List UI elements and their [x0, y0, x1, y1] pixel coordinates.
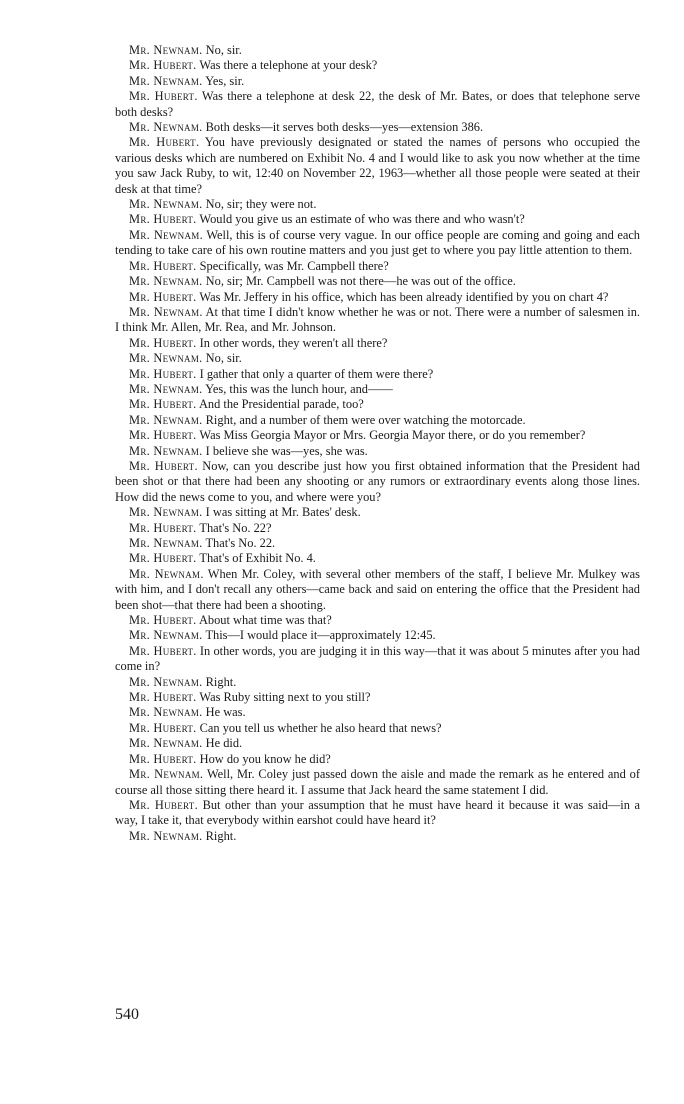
- speaker-name: Mr. Hubert.: [129, 720, 197, 735]
- speaker-name: Mr. Newnam.: [129, 73, 203, 88]
- speaker-name: Mr. Hubert.: [129, 751, 197, 766]
- speech-text: Right.: [205, 674, 237, 689]
- transcript-paragraph: [115, 74, 640, 89]
- transcript-paragraph: [115, 690, 640, 705]
- speech-text: He was.: [205, 705, 246, 720]
- speech-text: Yes, this was the lunch hour, and——: [205, 381, 393, 396]
- transcript-paragraph: [115, 752, 640, 767]
- speaker-name: Mr. Hubert.: [129, 458, 198, 473]
- transcript-paragraph: [115, 567, 640, 613]
- transcript-paragraph: [115, 397, 640, 412]
- speaker-name: Mr. Hubert.: [129, 551, 197, 566]
- transcript-paragraph: [115, 351, 640, 366]
- speech-text: Would you give us an estimate of who was there and who wasn't?: [199, 212, 525, 227]
- speech-text: When Mr. Coley, with several other members of the staff, I believe Mr. Mulkey was with him, and I don't recall any others—came back and said on entering the office that the President had been shot—that there had been a shooting.: [115, 566, 641, 612]
- speech-text: That's No. 22?: [199, 520, 272, 535]
- speech-text: In other words, they weren't all there?: [199, 335, 388, 350]
- transcript-paragraph: [115, 829, 640, 844]
- page-number: 540: [115, 1006, 139, 1023]
- transcript-paragraph: [115, 721, 640, 736]
- speech-text: Was there a telephone at desk 22, the desk of Mr. Bates, or does that telephone serve both desks?: [115, 89, 641, 119]
- speech-text: But other than your assumption that he must have heard it because it was said—in a way, I take it, that everybody within earshot could have heard it?: [115, 797, 640, 828]
- speaker-name: Mr. Newnam.: [129, 705, 203, 720]
- transcript-paragraph: [115, 675, 640, 690]
- transcript-paragraph: [115, 644, 640, 675]
- speaker-name: Mr. Newnam.: [129, 674, 203, 689]
- transcript-paragraph: [115, 767, 640, 798]
- transcript-paragraph: [115, 290, 640, 305]
- speaker-name: Mr. Newnam.: [129, 197, 203, 212]
- speaker-name: Mr. Hubert.: [129, 289, 197, 304]
- speaker-name: Mr. Hubert.: [129, 366, 197, 381]
- transcript-paragraph: [115, 212, 640, 227]
- speech-text: That's of Exhibit No. 4.: [199, 551, 316, 566]
- transcript-paragraph: [115, 382, 640, 397]
- speech-text: Was Ruby sitting next to you still?: [199, 690, 371, 705]
- speech-text: This—I would place it—approximately 12:45.: [205, 628, 436, 643]
- speech-text: You have previously designated or stated the names of persons who occupied the various desks which are numbered on Exhibit No. 4 and I would like to ask you now whether at the time you saw Jack Ruby, to wit, 12:40 on November 22, 1963—whether all those people were seated at their desk at that time?: [115, 135, 640, 196]
- transcript-paragraph: [115, 551, 640, 566]
- speech-text: Well, this is of course very vague. In our office people are coming and going and each tending to take care of his own routine matters and you just get to where you pay little attention to them.: [115, 227, 641, 258]
- speech-text: That's No. 22.: [205, 536, 276, 550]
- speaker-name: Mr. Newnam.: [129, 566, 204, 581]
- speech-text: Right.: [205, 828, 237, 843]
- transcript-paragraph: [115, 798, 640, 829]
- speaker-name: Mr. Hubert.: [129, 428, 197, 443]
- speech-text: And the Presidential parade, too?: [198, 397, 364, 412]
- speaker-name: Mr. Hubert.: [129, 335, 197, 350]
- speaker-name: Mr. Hubert.: [129, 89, 198, 104]
- speech-text: I believe she was—yes, she was.: [205, 443, 368, 458]
- transcript-paragraph: [115, 43, 640, 58]
- speaker-name: Mr. Hubert.: [129, 797, 198, 812]
- transcript-paragraph: [115, 536, 640, 551]
- speech-text: Was there a telephone at your desk?: [199, 58, 378, 73]
- speaker-name: Mr. Hubert.: [129, 397, 197, 412]
- speech-text: I was sitting at Mr. Bates' desk.: [205, 505, 361, 520]
- speech-text: He did.: [205, 736, 243, 751]
- transcript-paragraph: [115, 58, 640, 73]
- speaker-name: Mr. Newnam.: [129, 828, 203, 843]
- transcript-paragraph: [115, 135, 640, 197]
- speech-text: No, sir; Mr. Campbell was not there—he was out of the office.: [205, 274, 516, 289]
- transcript-paragraph: [115, 459, 640, 505]
- speaker-name: Mr. Newnam.: [129, 628, 203, 643]
- transcript-paragraph: [115, 89, 640, 120]
- speech-text: Well, Mr. Coley just passed down the aisle and made the remark as he entered and of course all those sitting there heard it. I assume that Jack heard the same statement I did.: [115, 767, 640, 797]
- transcript-body: [115, 43, 640, 844]
- speaker-name: Mr. Newnam.: [129, 536, 203, 550]
- speech-text: In other words, you are judging it in this way—that it was about 5 minutes after you had come in?: [115, 643, 640, 674]
- transcript-paragraph: [115, 628, 640, 643]
- transcript-paragraph: [115, 705, 640, 720]
- transcript-paragraph: [115, 367, 640, 382]
- speaker-name: Mr. Newnam.: [129, 43, 203, 57]
- transcript-paragraph: [115, 336, 640, 351]
- speaker-name: Mr. Newnam.: [129, 227, 203, 242]
- speaker-name: Mr. Hubert.: [129, 690, 197, 705]
- transcript-paragraph: [115, 613, 640, 628]
- transcript-paragraph: [115, 274, 640, 289]
- speaker-name: Mr. Hubert.: [129, 58, 197, 73]
- speech-text: Right, and a number of them were over watching the motorcade.: [205, 412, 526, 427]
- speaker-name: Mr. Hubert.: [129, 613, 197, 628]
- speaker-name: Mr. Newnam.: [129, 736, 203, 751]
- speech-text: Both desks—it serves both desks—yes—extension 386.: [205, 120, 484, 135]
- transcript-paragraph: [115, 505, 640, 520]
- speaker-name: Mr. Newnam.: [129, 412, 203, 427]
- speaker-name: Mr. Hubert.: [129, 520, 197, 535]
- transcript-paragraph: [115, 305, 640, 336]
- speaker-name: Mr. Newnam.: [129, 767, 204, 782]
- speaker-name: Mr. Newnam.: [129, 505, 203, 520]
- speaker-name: Mr. Hubert.: [129, 135, 200, 150]
- speech-text: I gather that only a quarter of them were there?: [199, 366, 434, 381]
- speech-text: Can you tell us whether he also heard that news?: [199, 720, 442, 735]
- transcript-paragraph: [115, 428, 640, 443]
- speaker-name: Mr. Newnam.: [129, 351, 203, 366]
- transcript-paragraph: [115, 197, 640, 212]
- speaker-name: Mr. Newnam.: [129, 381, 203, 396]
- speaker-name: Mr. Newnam.: [129, 120, 203, 135]
- speaker-name: Mr. Hubert.: [129, 212, 197, 227]
- speaker-name: Mr. Newnam.: [129, 443, 203, 458]
- speech-text: Yes, sir.: [205, 73, 245, 88]
- speech-text: No, sir.: [205, 351, 242, 366]
- transcript-paragraph: [115, 259, 640, 274]
- speech-text: Was Miss Georgia Mayor or Mrs. Georgia Mayor there, or do you remember?: [199, 428, 586, 443]
- speech-text: Was Mr. Jeffery in his office, which has been already identified by you on chart 4?: [199, 289, 609, 304]
- transcript-paragraph: [115, 120, 640, 135]
- transcript-paragraph: [115, 736, 640, 751]
- speech-text: No, sir.: [205, 43, 242, 57]
- speaker-name: Mr. Newnam.: [129, 274, 203, 289]
- transcript-paragraph: [115, 228, 640, 259]
- speech-text: How do you know he did?: [199, 751, 331, 766]
- speaker-name: Mr. Hubert.: [129, 258, 197, 273]
- speaker-name: Mr. Hubert.: [129, 643, 197, 658]
- speech-text: Specifically, was Mr. Campbell there?: [199, 258, 389, 273]
- transcript-paragraph: [115, 444, 640, 459]
- transcript-paragraph: [115, 521, 640, 536]
- speech-text: No, sir; they were not.: [205, 197, 317, 212]
- speech-text: Now, can you describe just how you first obtained information that the President had been shot or that there had been any shooting or any rumors or extraordinary events along those lines. How did the news come to you, and where were you?: [115, 458, 640, 504]
- speech-text: About what time was that?: [198, 613, 332, 628]
- speaker-name: Mr. Newnam.: [129, 304, 203, 319]
- transcript-paragraph: [115, 413, 640, 428]
- speech-text: At that time I didn't know whether he was or not. There were a number of salesmen in. I think Mr. Allen, Mr. Rea, and Mr. Johnson.: [115, 304, 641, 335]
